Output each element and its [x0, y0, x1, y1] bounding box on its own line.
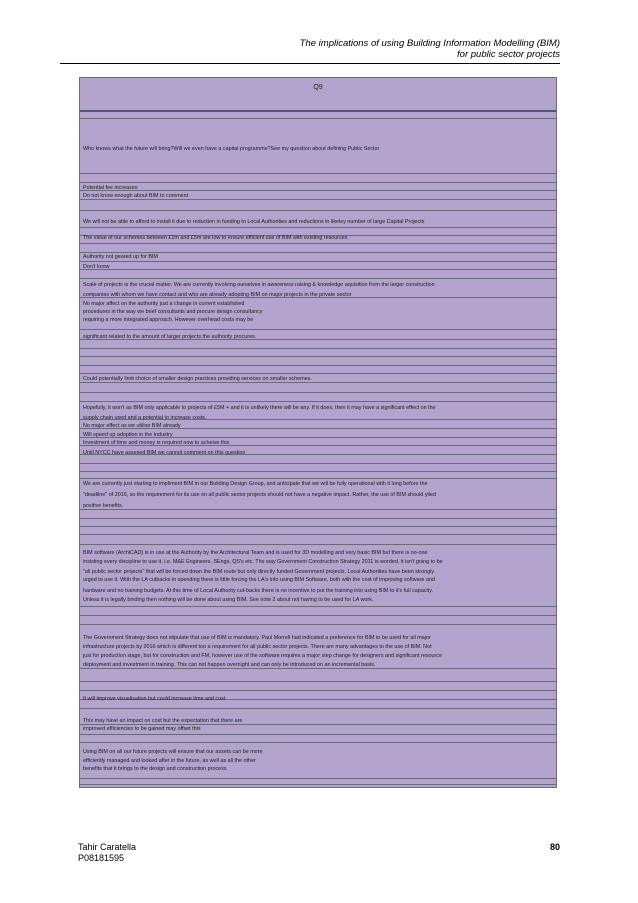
response-row: Do not know enough about BIM to comment [83, 193, 189, 199]
response-row: The value of our schemes between £1m and £5m are low to ensure efficient use of BIM with existing resources [83, 235, 348, 241]
response-row: urged to use it. With the LA cutbacks in spending there is little forcing the LA's into using BIM Software, both with the cost of improving software and [83, 577, 435, 583]
grid-line [80, 534, 556, 535]
response-row: Unless it is legally binding then nothing will be done about using BIM. See note 2 about not having to be used for LA work. [83, 597, 374, 603]
grid-line [80, 348, 556, 349]
grid-line [80, 243, 556, 244]
response-row: positive benefits. [83, 503, 124, 509]
grid-line [80, 173, 556, 174]
response-row: The Government Strategy does not stipulate that use of BIM is mandatory. Paul Morrell had indicated a preference for BIM to be used for all major [83, 635, 431, 641]
response-row: No major effect as we utilise BIM already [83, 423, 181, 429]
grid-line [80, 690, 556, 691]
grid-line [80, 227, 556, 228]
grid-line [80, 373, 556, 374]
response-row: procedures in the way we brief consultants and procure design consultancy [83, 309, 263, 315]
footer-author [78, 842, 136, 864]
grid-line [80, 606, 556, 607]
response-row: benefits that it brings to the design and construction process [83, 766, 227, 772]
grid-line [80, 734, 556, 735]
grid-line [80, 261, 556, 262]
grid-line [80, 118, 556, 119]
grid-line [80, 392, 556, 393]
grid-line [80, 615, 556, 616]
response-row: We will not be able to afford to install it due to reduction in funding to Local Authorities and reductions in likeley number of large Capital Projects [83, 219, 425, 225]
grid-line [80, 356, 556, 357]
response-row: Hopefully, it won't as BIM only applicable to projects of £5M + and it is unlikely there will be any. If it does, then it may have a significant effect on the [83, 405, 436, 411]
student-id: P08181595 [78, 853, 125, 863]
response-row: significant related to the amount of larger projects the authority procures. [83, 334, 257, 340]
response-row: Could potentially limit choice of smaller design practices providing services on smaller schemes. [83, 376, 312, 382]
running-header [60, 38, 560, 60]
response-row: infrastructure projects by 2016 which is different too a requirement for all public sector projects. There are many advantages to the use of BIM. Not [83, 644, 432, 650]
grid-line [80, 110, 556, 112]
response-row: Scale of projects is the crucial matter. We are currently involving ourselves in awareness raising & knowledge aquisition from the larger construction [83, 282, 435, 288]
grid-line [80, 210, 556, 211]
grid-line [80, 526, 556, 527]
response-row: improved efficiencies to be gained may offset this [83, 726, 201, 732]
response-row: "deadline" of 2016, so the requirement for its use on all public sector projects should not have a negative impact. Rather, the use of BIM should yiled [83, 492, 436, 498]
grid-line [80, 742, 556, 743]
page-number: 80 [549, 842, 560, 852]
grid-line [80, 778, 556, 779]
grid-line [80, 518, 556, 519]
grid-line [80, 624, 556, 625]
grid-line [80, 365, 556, 366]
grid-line [80, 182, 556, 183]
response-row: Potential fee increases [83, 185, 138, 191]
response-row: just for production stage, but for construction and FM, however use of the software requires a major step change for designers and significant resource [83, 653, 442, 659]
header-rule [60, 63, 560, 64]
grid-line [80, 478, 556, 479]
response-row: deployment and investment in training. This can not happen overnight and can only be introduced on an incremental basis. [83, 662, 376, 668]
response-row: "all public sector projects" that will be forced down the BIM route but only directly funded Government projects. Local Authorities have been strongly [83, 569, 435, 575]
response-row: Until NYCC have assesed BIM we cannot comment on this question [83, 450, 246, 456]
response-row: Who knows what the future will bring?Will we even have a capital programme?See my question about defining Public Sector [83, 146, 380, 152]
response-row: This may have an impact on cost but the expectation that there are [83, 718, 243, 724]
grid-line [80, 681, 556, 682]
response-row: Authority not geared up for BIM [83, 254, 158, 260]
grid-line [80, 784, 556, 785]
response-row: Investment of time and money is required now to acheive this [83, 440, 230, 446]
response-row: Don't know [83, 264, 110, 270]
response-row: supply chain used and a potential to increase costs. [83, 415, 207, 421]
response-row: Will speed up adoption in the industry [83, 432, 173, 438]
grid-line [80, 329, 556, 330]
grid-line [80, 401, 556, 402]
response-row: companies with whom we have contact and who are already adopting BIM on major projects in the private sector [83, 292, 352, 298]
survey-response-sheet [79, 77, 557, 788]
response-row: We are currently just starting to impliment BIM in our Building Design Group, and anticipate that we will be fully operational with it long before the [83, 481, 428, 487]
author-name: Tahir Caratella [78, 842, 137, 852]
response-row: It will improve visualisation but could increase time and cost [83, 696, 226, 702]
response-row: efficiently managed and looked after in the future, as well as all the other [83, 758, 256, 764]
response-row: requiring a more integrated approach. However overhead costs may be [83, 317, 254, 323]
grid-line [80, 278, 556, 279]
response-row: Using BIM on all our future projects will ensure that our assets can be more [83, 749, 263, 755]
response-row: hardware and no training budgets. At this time of Local Authority cut-backs there is no incentive to put the training into using BIM to it's full capacity. [83, 588, 434, 594]
header-title-line-1: The implications of using Building Information Modelling (BIM) [299, 38, 560, 49]
header-title-line-2: for public sector projects [457, 49, 560, 60]
grid-line [80, 544, 556, 545]
response-row: insisting every discipline to use it, i.e. M&E Engineers, SEngs, QS's etc. The way Government Construction Strategy 2011 is worded, it isn't going to be [83, 559, 443, 565]
grid-line [80, 463, 556, 464]
grid-line [80, 708, 556, 709]
response-row: No major affect on the authority just a change in current established [83, 301, 245, 307]
question-label: Q9 [313, 84, 323, 91]
grid-line [80, 471, 556, 472]
response-row: BIM software (ArchiCAD) is in use at the Authority by the Architectural Team and is used for 3D modelling and very basic BIM but there is no-one [83, 550, 428, 556]
